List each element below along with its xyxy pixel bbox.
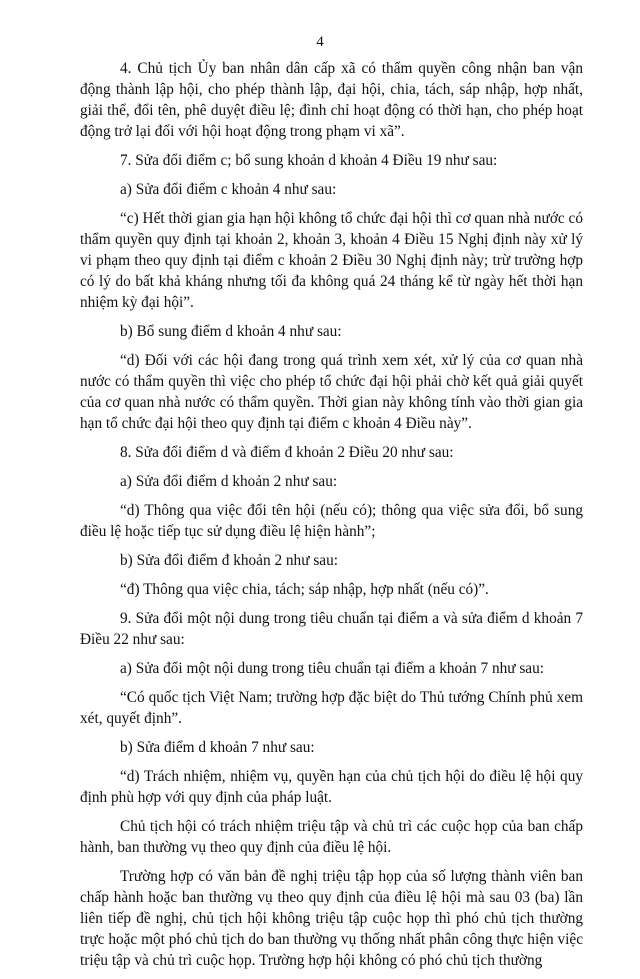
paragraph: a) Sửa đổi một nội dung trong tiêu chuẩn tại điểm a khoản 7 như sau:: [120, 660, 544, 677]
paragraph: “d) Trách nhiệm, nhiệm vụ, quyền hạn của chủ tịch hội do điều lệ hội quy định phù hợp với quy định của pháp luật.: [80, 768, 583, 806]
paragraph: 8. Sửa đổi điểm d và điểm đ khoản 2 Điều 20 như sau:: [120, 444, 454, 461]
paragraph: b) Sửa điểm d khoản 7 như sau:: [120, 739, 315, 756]
paragraph: “đ) Thông qua việc chia, tách; sáp nhập, hợp nhất (nếu có)”.: [120, 581, 489, 598]
document-body: [80, 58, 583, 979]
paragraph: “Có quốc tịch Việt Nam; trường hợp đặc biệt do Thủ tướng Chính phủ xem xét, quyết định”.: [80, 689, 583, 727]
paragraph: 7. Sửa đổi điểm c; bổ sung khoản d khoản 4 Điều 19 như sau:: [120, 152, 498, 169]
paragraph: 4. Chủ tịch Ủy ban nhân dân cấp xã có thẩm quyền công nhận ban vận động thành lập hội, cho phép thành lập, đại hội, chia, tách, sáp nhập, hợp nhất, giải thể, đổi tên, phê duyệt điều lệ; đình chỉ hoạt động có thời hạn, cho phép hoạt động trở lại đối với hội hoạt động trong phạm vi xã”.: [80, 60, 583, 140]
paragraph: Trường hợp có văn bản đề nghị triệu tập họp của số lượng thành viên ban chấp hành hoặc ban thường vụ theo quy định của điều lệ hội mà sau 03 (ba) lần liên tiếp đề nghị, chủ tịch hội không triệu tập cuộc họp thì phó chủ tịch thường trực hoặc một phó chủ tịch do ban thường vụ thống nhất phân công thực hiện việc triệu tập và chủ trì cuộc họp. Trường hợp hội không có phó chủ tịch thường: [80, 868, 583, 969]
paragraph: a) Sửa đổi điểm c khoản 4 như sau:: [120, 181, 337, 198]
paragraph: b) Bổ sung điểm d khoản 4 như sau:: [120, 323, 342, 340]
paragraph: a) Sửa đổi điểm d khoản 2 như sau:: [120, 473, 338, 490]
page-number: 4: [316, 34, 324, 50]
paragraph: “c) Hết thời gian gia hạn hội không tổ chức đại hội thì cơ quan nhà nước có thẩm quyền quy định tại khoản 2, khoản 3, khoản 4 Điều 15 Nghị định này xử lý vi phạm theo quy định tại điểm c khoản 2 Điều 30 Nghị định này; trừ trường hợp có lý do bất khả kháng nhưng tối đa không quá 24 tháng kể từ ngày hết thời hạn nhiệm kỳ đại hội”.: [80, 210, 583, 311]
paragraph: b) Sửa đổi điểm đ khoản 2 như sau:: [120, 552, 338, 569]
paragraph: “d) Đối với các hội đang trong quá trình xem xét, xử lý của cơ quan nhà nước có thẩm quyền thì việc cho phép tổ chức đại hội phải chờ kết quả giải quyết của cơ quan nhà nước có thẩm quyền. Thời gian này không tính vào thời gian gia hạn tổ chức đại hội theo quy định tại điểm c khoản 4 Điều này”.: [80, 352, 583, 432]
paragraph: “d) Thông qua việc đổi tên hội (nếu có); thông qua việc sửa đổi, bổ sung điều lệ hoặc tiếp tục sử dụng điều lệ hiện hành”;: [80, 502, 583, 540]
paragraph: 9. Sửa đổi một nội dung trong tiêu chuẩn tại điểm a và sửa điểm d khoản 7 Điều 22 như sau:: [80, 610, 583, 648]
paragraph: Chủ tịch hội có trách nhiệm triệu tập và chủ trì các cuộc họp của ban chấp hành, ban thường vụ theo quy định của điều lệ hội.: [80, 818, 583, 856]
